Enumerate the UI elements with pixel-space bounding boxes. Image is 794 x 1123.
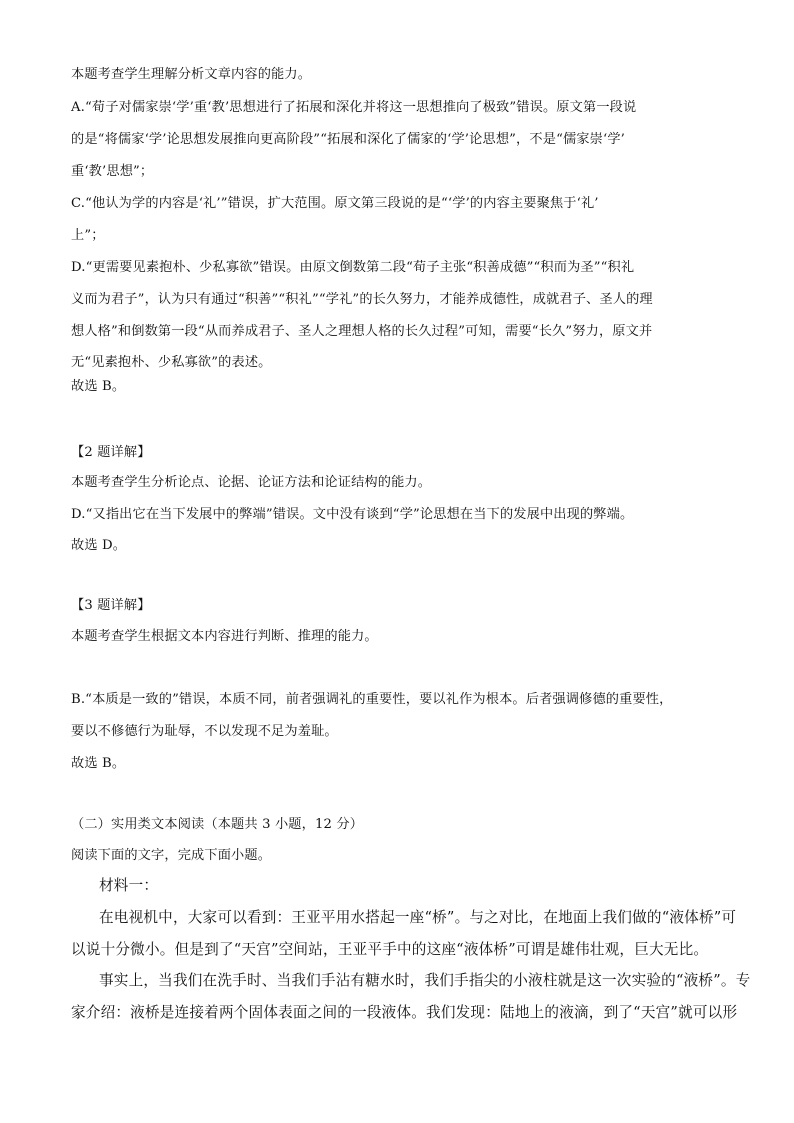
sec1-d-line-3: 想人格”和倒数第一段“从而养成君子、圣人之理想人格的长久过程”可知，需要“长久”努力，原文并 xyxy=(71,324,653,339)
part2-instruction: 阅读下面的文字，完成下面小题。 xyxy=(71,848,272,863)
sec1-d-line-1: D.“更需要见素抱朴、少私寡欲”错误。由原文倒数第二段“荀子主张“积善成德”“积而为圣”“积礼 xyxy=(71,260,635,275)
sec2-answer: 故选 D。 xyxy=(71,538,127,553)
sec2-d: D.“又指出它在当下发展中的弊端”错误。文中没有谈到“学”论思想在当下的发展中出现的弊端。 xyxy=(71,507,634,522)
sec3-b-line-2: 要以不修德行为耻辱，不以发现不足为羞耻。 xyxy=(71,724,338,739)
material-para-1-line-1: 在电视机中，大家可以看到：王亚平用水搭起一座“桥”。与之对比，在地面上我们做的“液体桥”可 xyxy=(99,909,737,926)
sec1-a-line-2: 的是“将儒家‘学’论思想发展推向更高阶段”“拓展和深化了儒家的‘学’论思想”，不是“儒家崇‘学’ xyxy=(71,132,625,147)
sec1-a-line-3: 重‘教’思想”； xyxy=(71,164,154,179)
sec3-intro: 本题考查学生根据文本内容进行判断、推理的能力。 xyxy=(71,629,378,644)
material-para-1-line-2: 以说十分微小。但是到了“天宫”空间站，王亚平手中的这座“液体桥”可谓是雄伟壮观，巨大无比。 xyxy=(71,941,709,958)
material-label: 材料一： xyxy=(99,877,159,894)
sec1-intro: 本题考查学生理解分析文章内容的能力。 xyxy=(71,67,312,82)
sec1-a-line-1: A.“荀子对儒家崇‘学’重‘教’思想进行了拓展和深化并将这一思想推向了极致”错误。原文第一段说 xyxy=(71,100,637,115)
sec2-heading: 【2 题详解】 xyxy=(71,445,151,460)
sec1-answer: 故选 B。 xyxy=(71,379,126,394)
sec1-c-line-2: 上”； xyxy=(71,228,105,243)
material-para-2-line-1: 事实上，当我们在洗手时、当我们手沾有糖水时，我们手指尖的小液柱就是这一次实验的“液桥”。专 xyxy=(99,972,751,989)
part2-heading: （二）实用类文本阅读（本题共 3 小题，12 分） xyxy=(71,817,364,832)
sec3-b-line-1: B.“本质是一致的”错误，本质不同，前者强调礼的重要性，要以礼作为根本。后者强调修德的重要性， xyxy=(71,692,673,707)
sec3-answer: 故选 B。 xyxy=(71,756,126,771)
sec1-d-line-2: 义而为君子”，认为只有通过“积善”“积礼”“学礼”的长久努力，才能养成德性，成就君子、圣人的理 xyxy=(71,292,653,307)
sec3-heading: 【3 题详解】 xyxy=(71,598,151,613)
material-para-2-line-2: 家介绍：液桥是连接着两个固体表面之间的一段液体。我们发现：陆地上的液滴，到了“天宫”就可以形 xyxy=(71,1004,738,1021)
sec1-c-line-1: C.“他认为学的内容是‘礼’”错误，扩大范围。原文第三段说的是“‘学’的内容主要聚焦于‘礼’ xyxy=(71,196,599,211)
sec1-d-line-4: 无“见素抱朴、少私寡欲”的表述。 xyxy=(71,355,272,370)
sec2-intro: 本题考查学生分析论点、论据、论证方法和论证结构的能力。 xyxy=(71,475,432,490)
